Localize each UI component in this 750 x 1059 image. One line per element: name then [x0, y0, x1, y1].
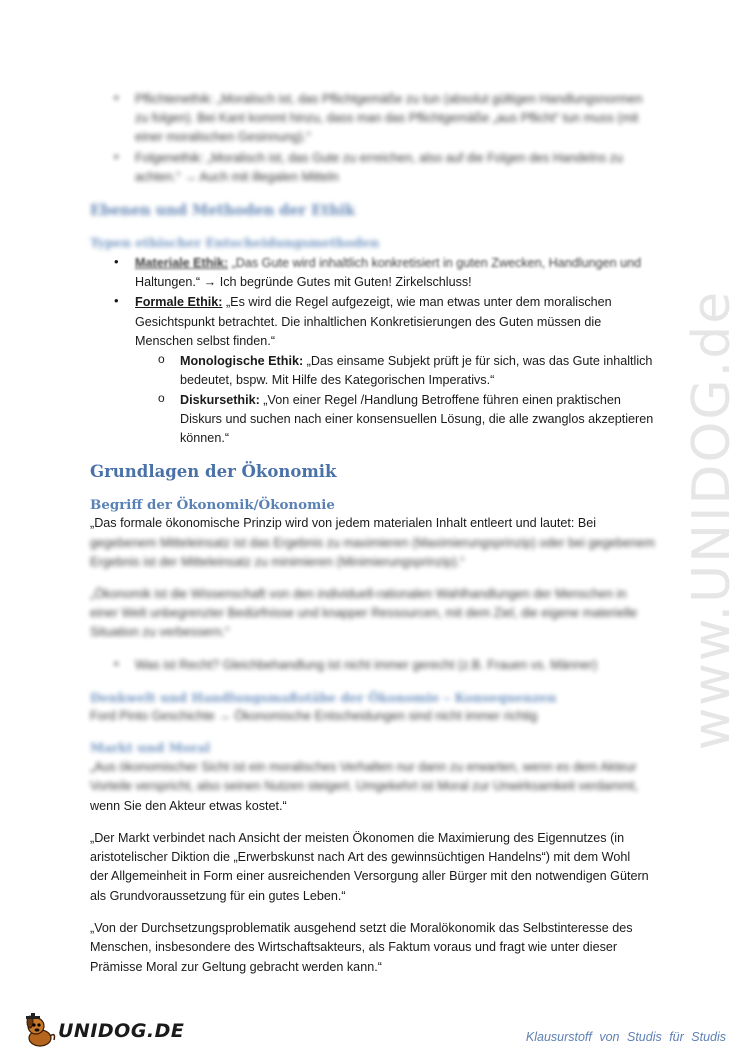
oekonomik-definition-line-3: Situation zu verbessern.“	[90, 625, 230, 639]
bullet-dot: •	[114, 149, 119, 164]
materiale-ethik-line-1	[135, 254, 641, 273]
begriff-line-1: „Das formale ökonomische Prinzip wird von jedem materialen Inhalt entleert und lautet: Bei	[90, 516, 597, 530]
bullet-dot: •	[114, 90, 119, 105]
bullet-dot: •	[114, 254, 119, 269]
circle-bullet: o	[158, 391, 165, 405]
formale-ethik-line-1	[135, 293, 612, 312]
folgenethik-line-2: achten.“ → Auch mit illegalen Mitteln	[135, 170, 339, 184]
footer-tagline: Klausurstoff von Studis für Studis	[525, 1030, 726, 1044]
markt-paragraph-line-3: der Allgemeinheit in Form einer ausreichenden Versorgung aller Bürger mit den notwendigen Gütern	[90, 869, 649, 883]
heading-grundlagen-oekonomik: Grundlagen der Ökonomik	[90, 462, 337, 481]
markt-paragraph-line-4: als Grundvoraussetzung für ein gutes Leben.“	[90, 889, 346, 903]
materiale-ethik-label: Materiale Ethik:	[135, 256, 229, 270]
begriff-line-2: gegebenem Mitteleinsatz ist das Ergebnis zu maximieren (Maximierungsprinzip) oder bei gegebenem	[90, 536, 655, 550]
diskursethik-text: „Von einer Regel /Handlung Betroffene führen einen praktischen	[263, 393, 621, 407]
logo-wordmark: UNIDOG.DE	[58, 1020, 185, 1042]
durchsetzung-paragraph-line-3: Prämisse Moral zur Geltung gebracht werden kann.“	[90, 960, 382, 974]
bullet-dot: •	[114, 293, 119, 308]
formale-ethik-line-2: Gesichtspunkt betrachtet. Die inhaltlichen Konkretisierungen des Guten müssen die	[135, 315, 602, 329]
pflichtenethik-line-2: zu folgen). Bei Kant kommt hinzu, dass man das Pflichtgemäße „aus Pflicht“ tun muss (mit	[135, 111, 639, 125]
circle-bullet: o	[158, 352, 165, 366]
monologische-ethik-line-1	[180, 352, 652, 371]
watermark-text: www.UNIDOG.de	[682, 289, 742, 751]
materiale-ethik-text: „Das Gute wird inhaltlich konkretisiert in guten Zwecken, Handlungen und	[231, 256, 642, 270]
pflichtenethik-line-3: einer moralischen Gesinnung).“	[135, 130, 311, 144]
diskursethik-label: Diskursethik:	[180, 393, 260, 407]
begriff-line-3: Ergebnis ist der Mitteleinsatz zu minimieren (Minimierungsprinzip).“	[90, 555, 465, 569]
markt-moral-line-1: „Aus ökonomischer Sicht ist ein moralisches Verhalten nur dann zu erwarten, wenn es dem Akteur	[90, 760, 637, 774]
monologische-ethik-label: Monologische Ethik:	[180, 354, 304, 368]
diskursethik-line-2: Diskurs und suchen nach einer konsensuellen Lösung, die alle zwanglos akzeptieren	[180, 412, 654, 426]
durchsetzung-paragraph-line-1: „Von der Durchsetzungsproblematik ausgehend setzt die Moralökonomik das Selbstinteresse des	[90, 921, 633, 935]
heading-markt-moral: Markt und Moral	[90, 740, 211, 755]
unidog-logo[interactable]	[22, 1012, 185, 1052]
oekonomik-definition-line-1: „Ökonomik ist die Wissenschaft von den individuell-rationalen Wahlhandlungen der Menschen in	[90, 587, 627, 601]
oekonomik-definition-line-2: einer Welt unbegrenzter Bedürfnisse und knapper Ressourcen, mit dem Ziel, die eigene materielle	[90, 606, 638, 620]
markt-moral-line-2: Vorteile verspricht, also seinen Nutzen steigert. Umgekehrt ist Moral zur Unwirksamkeit verdammt,	[90, 779, 639, 793]
materiale-ethik-line-2: Haltungen.“ → Ich begründe Gutes mit Guten! Zirkelschluss!	[135, 275, 472, 289]
formale-ethik-label: Formale Ethik:	[135, 295, 223, 309]
durchsetzung-paragraph-line-2: Menschen, insbesondere des Wirtschaftsakteurs, als Faktum voraus und fragt wie unter dieser	[90, 940, 618, 954]
diskursethik-line-1	[180, 391, 621, 410]
markt-paragraph-line-1: „Der Markt verbindet nach Ansicht der meisten Ökonomen die Maximierung des Eigennutzes (in	[90, 831, 625, 845]
heading-denkwelt: Denkwelt und Handlungsmaßstäbe der Ökonomie – Konsequenzen	[90, 690, 557, 705]
folgenethik-line-1: Folgenethik: „Moralisch ist, das Gute zu erreichen, also auf die Folgen des Handelns zu	[135, 151, 623, 165]
recht-bullet-text: Was ist Recht? Gleichbehandlung ist nicht immer gerecht (z.B. Frauen vs. Männer)	[135, 658, 598, 672]
formale-ethik-text: „Es wird die Regel aufgezeigt, wie man etwas unter dem moralischen	[225, 295, 612, 309]
markt-moral-line-3: wenn Sie den Akteur etwas kostet.“	[90, 799, 287, 813]
formale-ethik-line-3: Menschen selbst finden.“	[135, 334, 276, 348]
dog-mascot-icon	[22, 1012, 62, 1052]
heading-typen-entscheidungsmethoden: Typen ethischer Entscheidungsmethoden	[90, 235, 380, 250]
ford-pinto-line: Ford Pinto Geschichte → Ökonomische Entscheidungen sind nicht immer richtig	[90, 709, 538, 723]
monologische-ethik-text: „Das einsame Subjekt prüft je für sich, was das Gute inhaltlich	[306, 354, 653, 368]
heading-begriff-oekonomik: Begriff der Ökonomik/Ökonomie	[90, 497, 335, 513]
monologische-ethik-line-2: bedeutet, bspw. Mit Hilfe des Kategorischen Imperativs.“	[180, 373, 495, 387]
markt-paragraph-line-2: aristotelischer Diktion die „Erwerbskunst nach Art des gewinnsüchtigen Handelns“) mit dem Wohl	[90, 850, 631, 864]
pflichtenethik-line-1: Pflichtenethik: „Moralisch ist, das Pflichtgemäße zu tun (absolut gültigen Handlungsnormen	[135, 92, 643, 106]
bullet-dot: •	[114, 656, 119, 671]
heading-ebenen-methoden: Ebenen und Methoden der Ethik	[90, 202, 356, 219]
diskursethik-line-3: können.“	[180, 431, 230, 445]
